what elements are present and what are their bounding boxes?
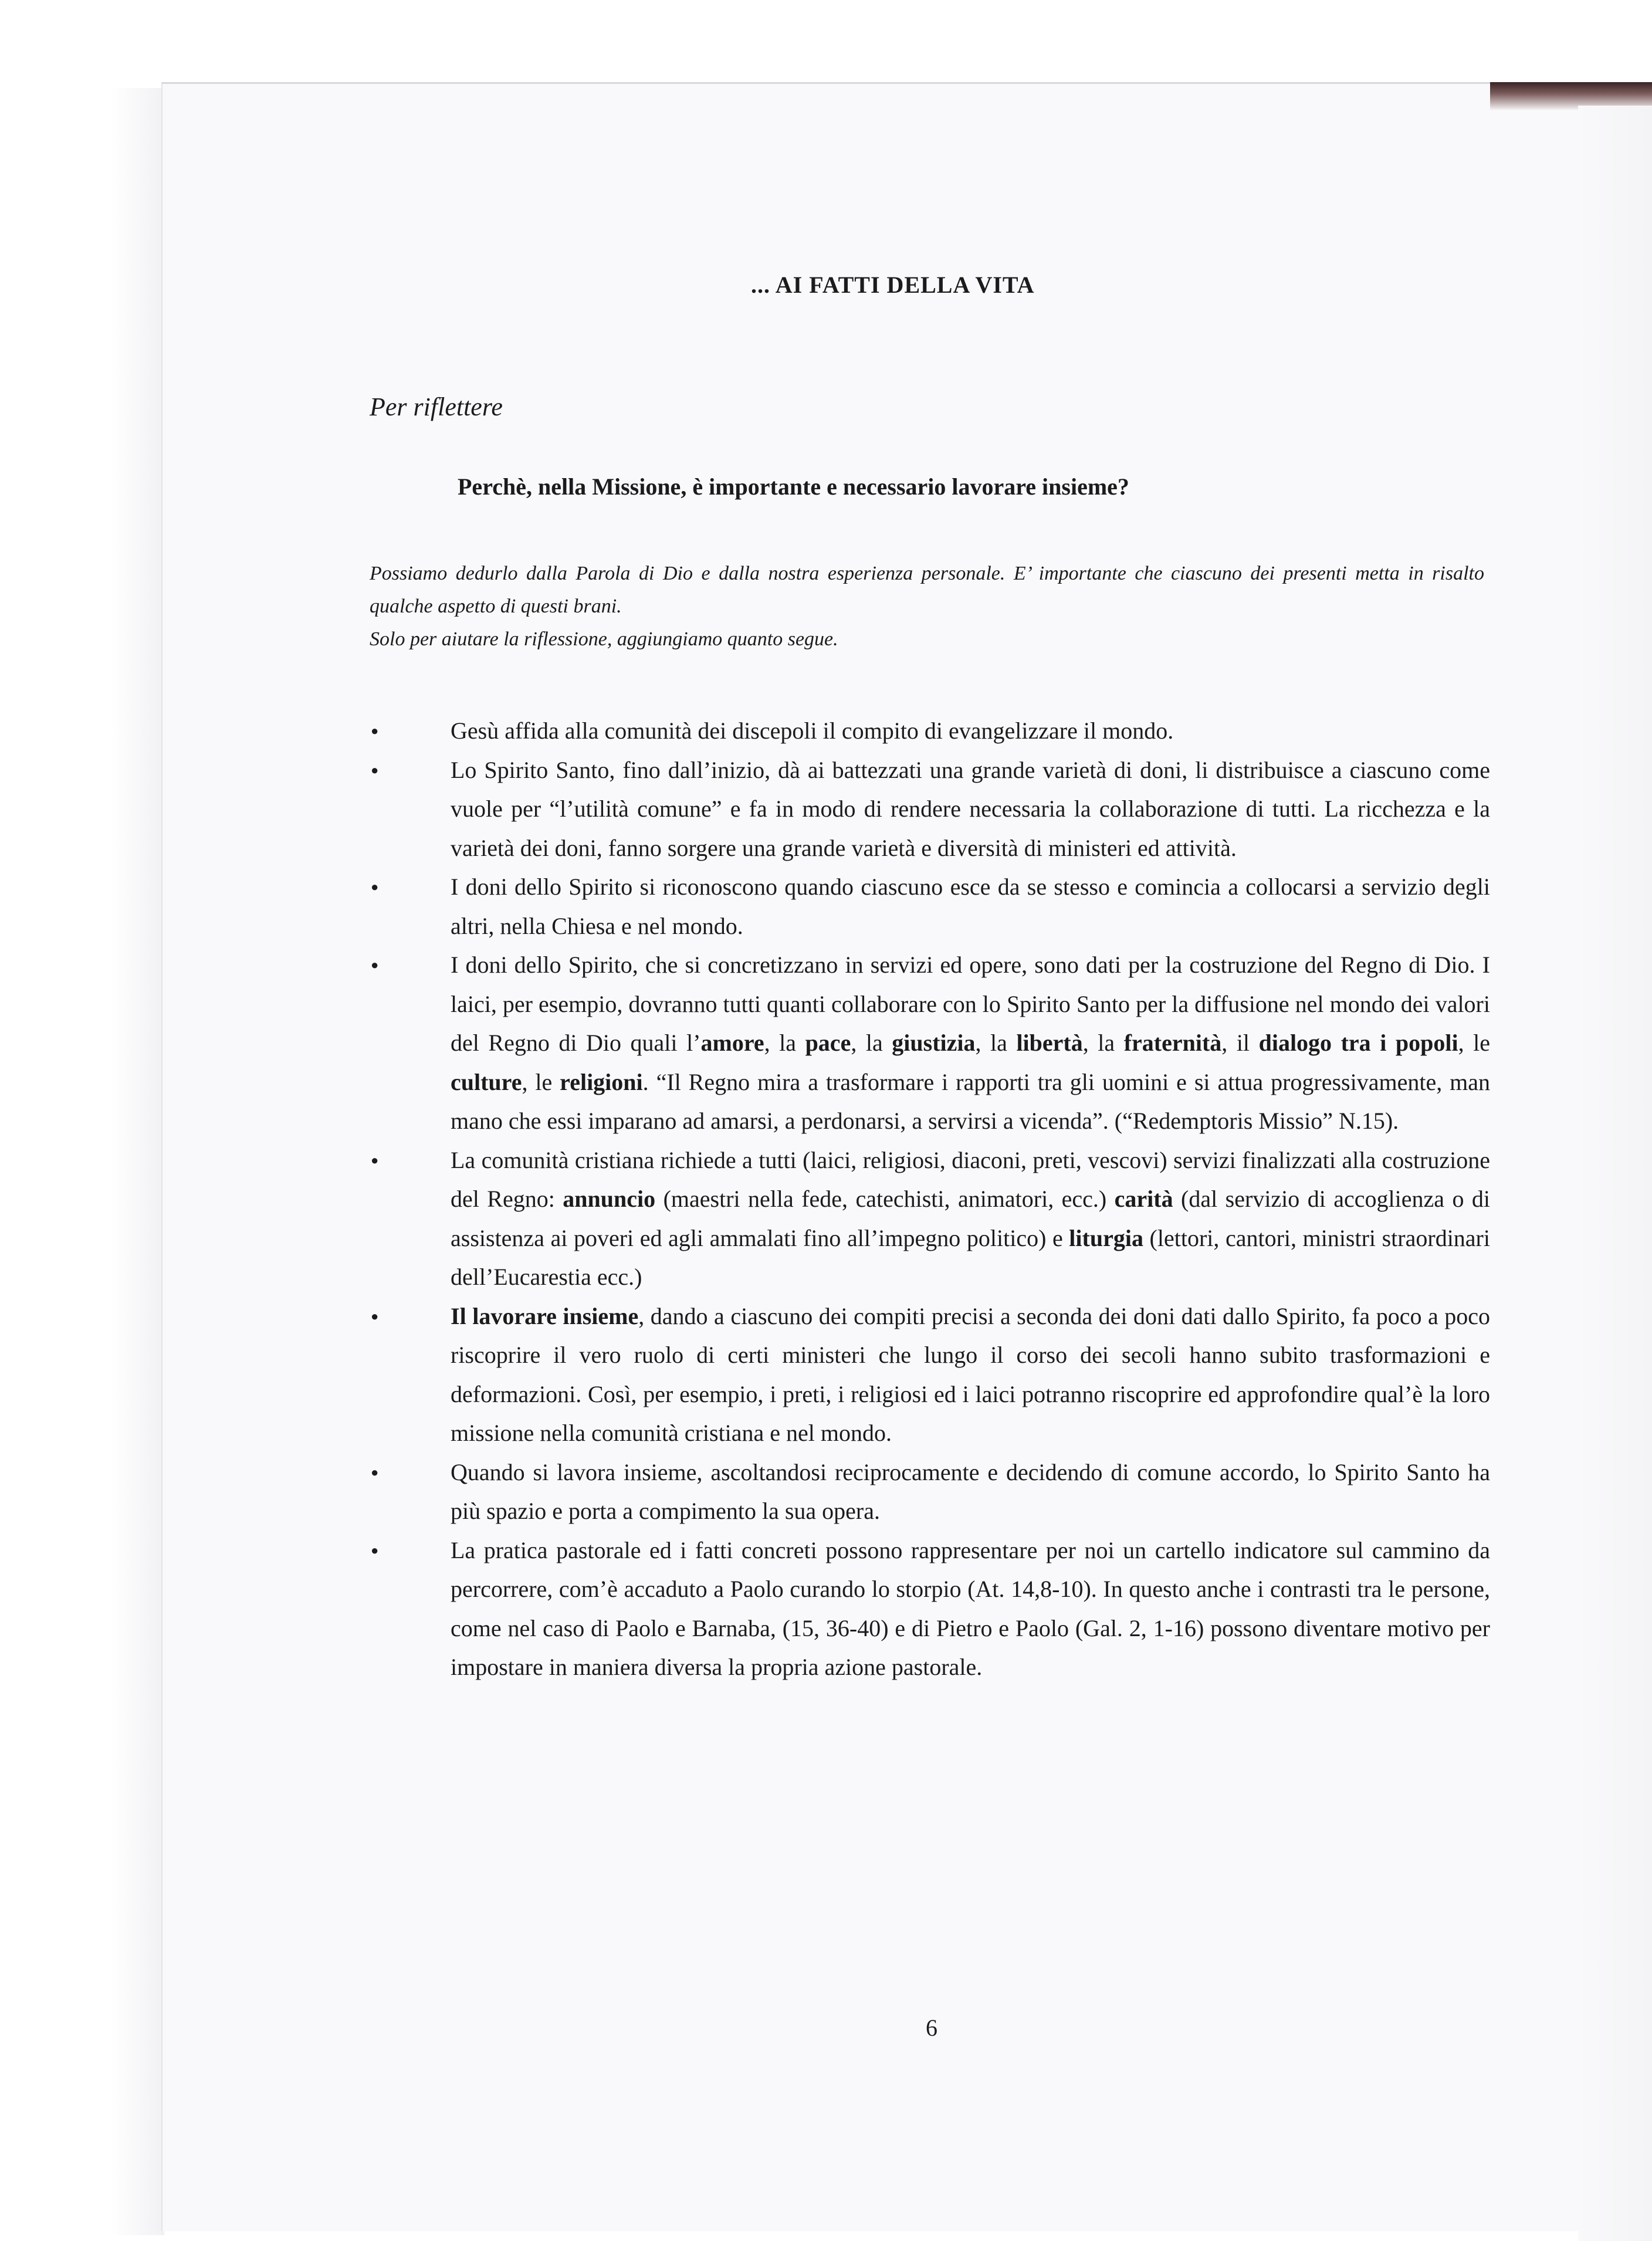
value-religioni: religioni (560, 1068, 643, 1095)
value-pace: pace (805, 1030, 851, 1056)
list-item (370, 1453, 1490, 1531)
list-item-text: , il (1221, 1030, 1259, 1056)
list-item (370, 1531, 1490, 1687)
list-item-text: (lettori, cantori, ministri straordinari dell’Eucarestia ecc.) (451, 1224, 1490, 1290)
list-item-text: , dando a ciascuno dei compiti precisi a seconda dei doni dati dallo Spirito, fa poco a poco riscoprire il vero ruolo di certi ministeri che lungo il corso dei secoli hanno subito trasformazioni e deformazioni. Così, per esempio, i preti, i religiosi ed i laici potranno riscoprire ed approfondire qual’è la loro missione nella comunità cristiana e nel mondo. (451, 1302, 1490, 1446)
list-item (370, 868, 1490, 946)
service-carita: carità (1114, 1186, 1173, 1212)
list-item-text: La pratica pastorale ed i fatti concreti possono rappresentare per noi un cartello indicatore sul cammino da percorrere, com’è accaduto a Paolo curando lo storpio (At. 14,8-10). In questo anche i contrasti tra le persone, come nel caso di Paolo e Barnaba, (15, 36-40) e di Pietro e Paolo (Gal. 2, 1-16) possono diventare motivo per impostare in maniera diversa la propria azione pastorale. (451, 1536, 1490, 1680)
section-label: Per riflettere (370, 392, 503, 421)
list-item-text: La comunità cristiana richiede a tutti (laici, religiosi, diaconi, preti, vescovi) servizi finalizzati alla costruzione del Regno: (451, 1146, 1490, 1212)
list-item-text: , la (764, 1030, 805, 1056)
value-liberta: libertà (1016, 1030, 1083, 1056)
guiding-question: Perchè, nella Missione, è importante e necessario lavorare insieme? (458, 473, 1129, 500)
list-item-text: Gesù affida alla comunità dei discepoli il compito di evangelizzare il mondo. (451, 717, 1174, 744)
value-amore: amore (700, 1030, 764, 1056)
sheet-shadow (111, 88, 164, 2235)
page-number: 6 (926, 2015, 937, 2041)
service-liturgia: liturgia (1069, 1224, 1143, 1251)
bullet-list (370, 712, 1490, 1687)
list-item-text: I doni dello Spirito si riconoscono quando ciascuno esce da se stesso e comincia a collocarsi a servizio degli altri, nella Chiesa e nel mondo. (451, 874, 1490, 939)
value-giustizia: giustizia (892, 1030, 976, 1056)
list-item-text: , la (851, 1030, 892, 1056)
list-item-text: , la (1082, 1030, 1124, 1056)
list-item (370, 1297, 1490, 1453)
value-dialogo: dialogo tra i popoli (1258, 1030, 1458, 1056)
list-item (370, 1141, 1490, 1297)
bleed-through-page-edge (1578, 106, 1652, 2241)
list-item-text: (dal servizio di accoglienza o di assistenza ai poveri ed agli ammalati fino all’impegno politico) e (451, 1186, 1490, 1251)
intro-paragraph: Solo per aiutare la riflessione, aggiungiamo quanto segue. (370, 628, 838, 650)
value-culture: culture (451, 1068, 522, 1095)
list-item-text: , le (522, 1068, 560, 1095)
list-item (370, 751, 1490, 868)
list-item (370, 712, 1490, 751)
list-item-text: , la (975, 1030, 1017, 1056)
list-item-text: I doni dello Spirito, che si concretizzano in servizi ed opere, sono dati per la costruzione del Regno di Dio. I laici, per esempio, dovranno tutti quanti collaborare con lo Spirito Santo per la diffusione nel mondo dei valori del Regno di Dio quali l’ (451, 952, 1490, 1056)
value-fraternita: fraternità (1123, 1030, 1222, 1056)
list-item-text: (maestri nella fede, catechisti, animatori, ecc.) (655, 1186, 1115, 1212)
page-title: ... AI FATTI DELLA VITA (751, 272, 1035, 298)
list-item-text: , le (1458, 1030, 1490, 1056)
list-item-text: . “Il Regno mira a trasformare i rapporti tra gli uomini e si attua progressivamente, man mano che essi imparano ad amarsi, a perdonarsi, a servirsi a vicenda”. (“Redemptoris Missio” N.15). (451, 1068, 1490, 1134)
emphasis-lavorare-insieme: Il lavorare insieme (451, 1302, 639, 1329)
list-item-text: Quando si lavora insieme, ascoltandosi reciprocamente e decidendo di comune accordo, lo Spirito Santo ha più spazio e porta a compimento la sua opera. (451, 1458, 1490, 1524)
intro-note (370, 557, 1484, 656)
list-item (370, 946, 1490, 1141)
intro-paragraph: Possiamo dedurlo dalla Parola di Dio e dalla nostra esperienza personale. E’ importante che ciascuno dei presenti metta in risalto qualche aspetto di questi brani. (370, 563, 1484, 617)
list-item-text: Lo Spirito Santo, fino dall’inizio, dà ai battezzati una grande varietà di doni, li distribuisce a ciascuno come vuole per “l’utilità comune” e fa in modo di rendere necessaria la collaborazione di tutti. La ricchezza e la varietà dei doni, fanno sorgere una grande varietà e diversità di ministeri ed attività. (451, 756, 1490, 861)
service-annuncio: annuncio (563, 1186, 656, 1212)
